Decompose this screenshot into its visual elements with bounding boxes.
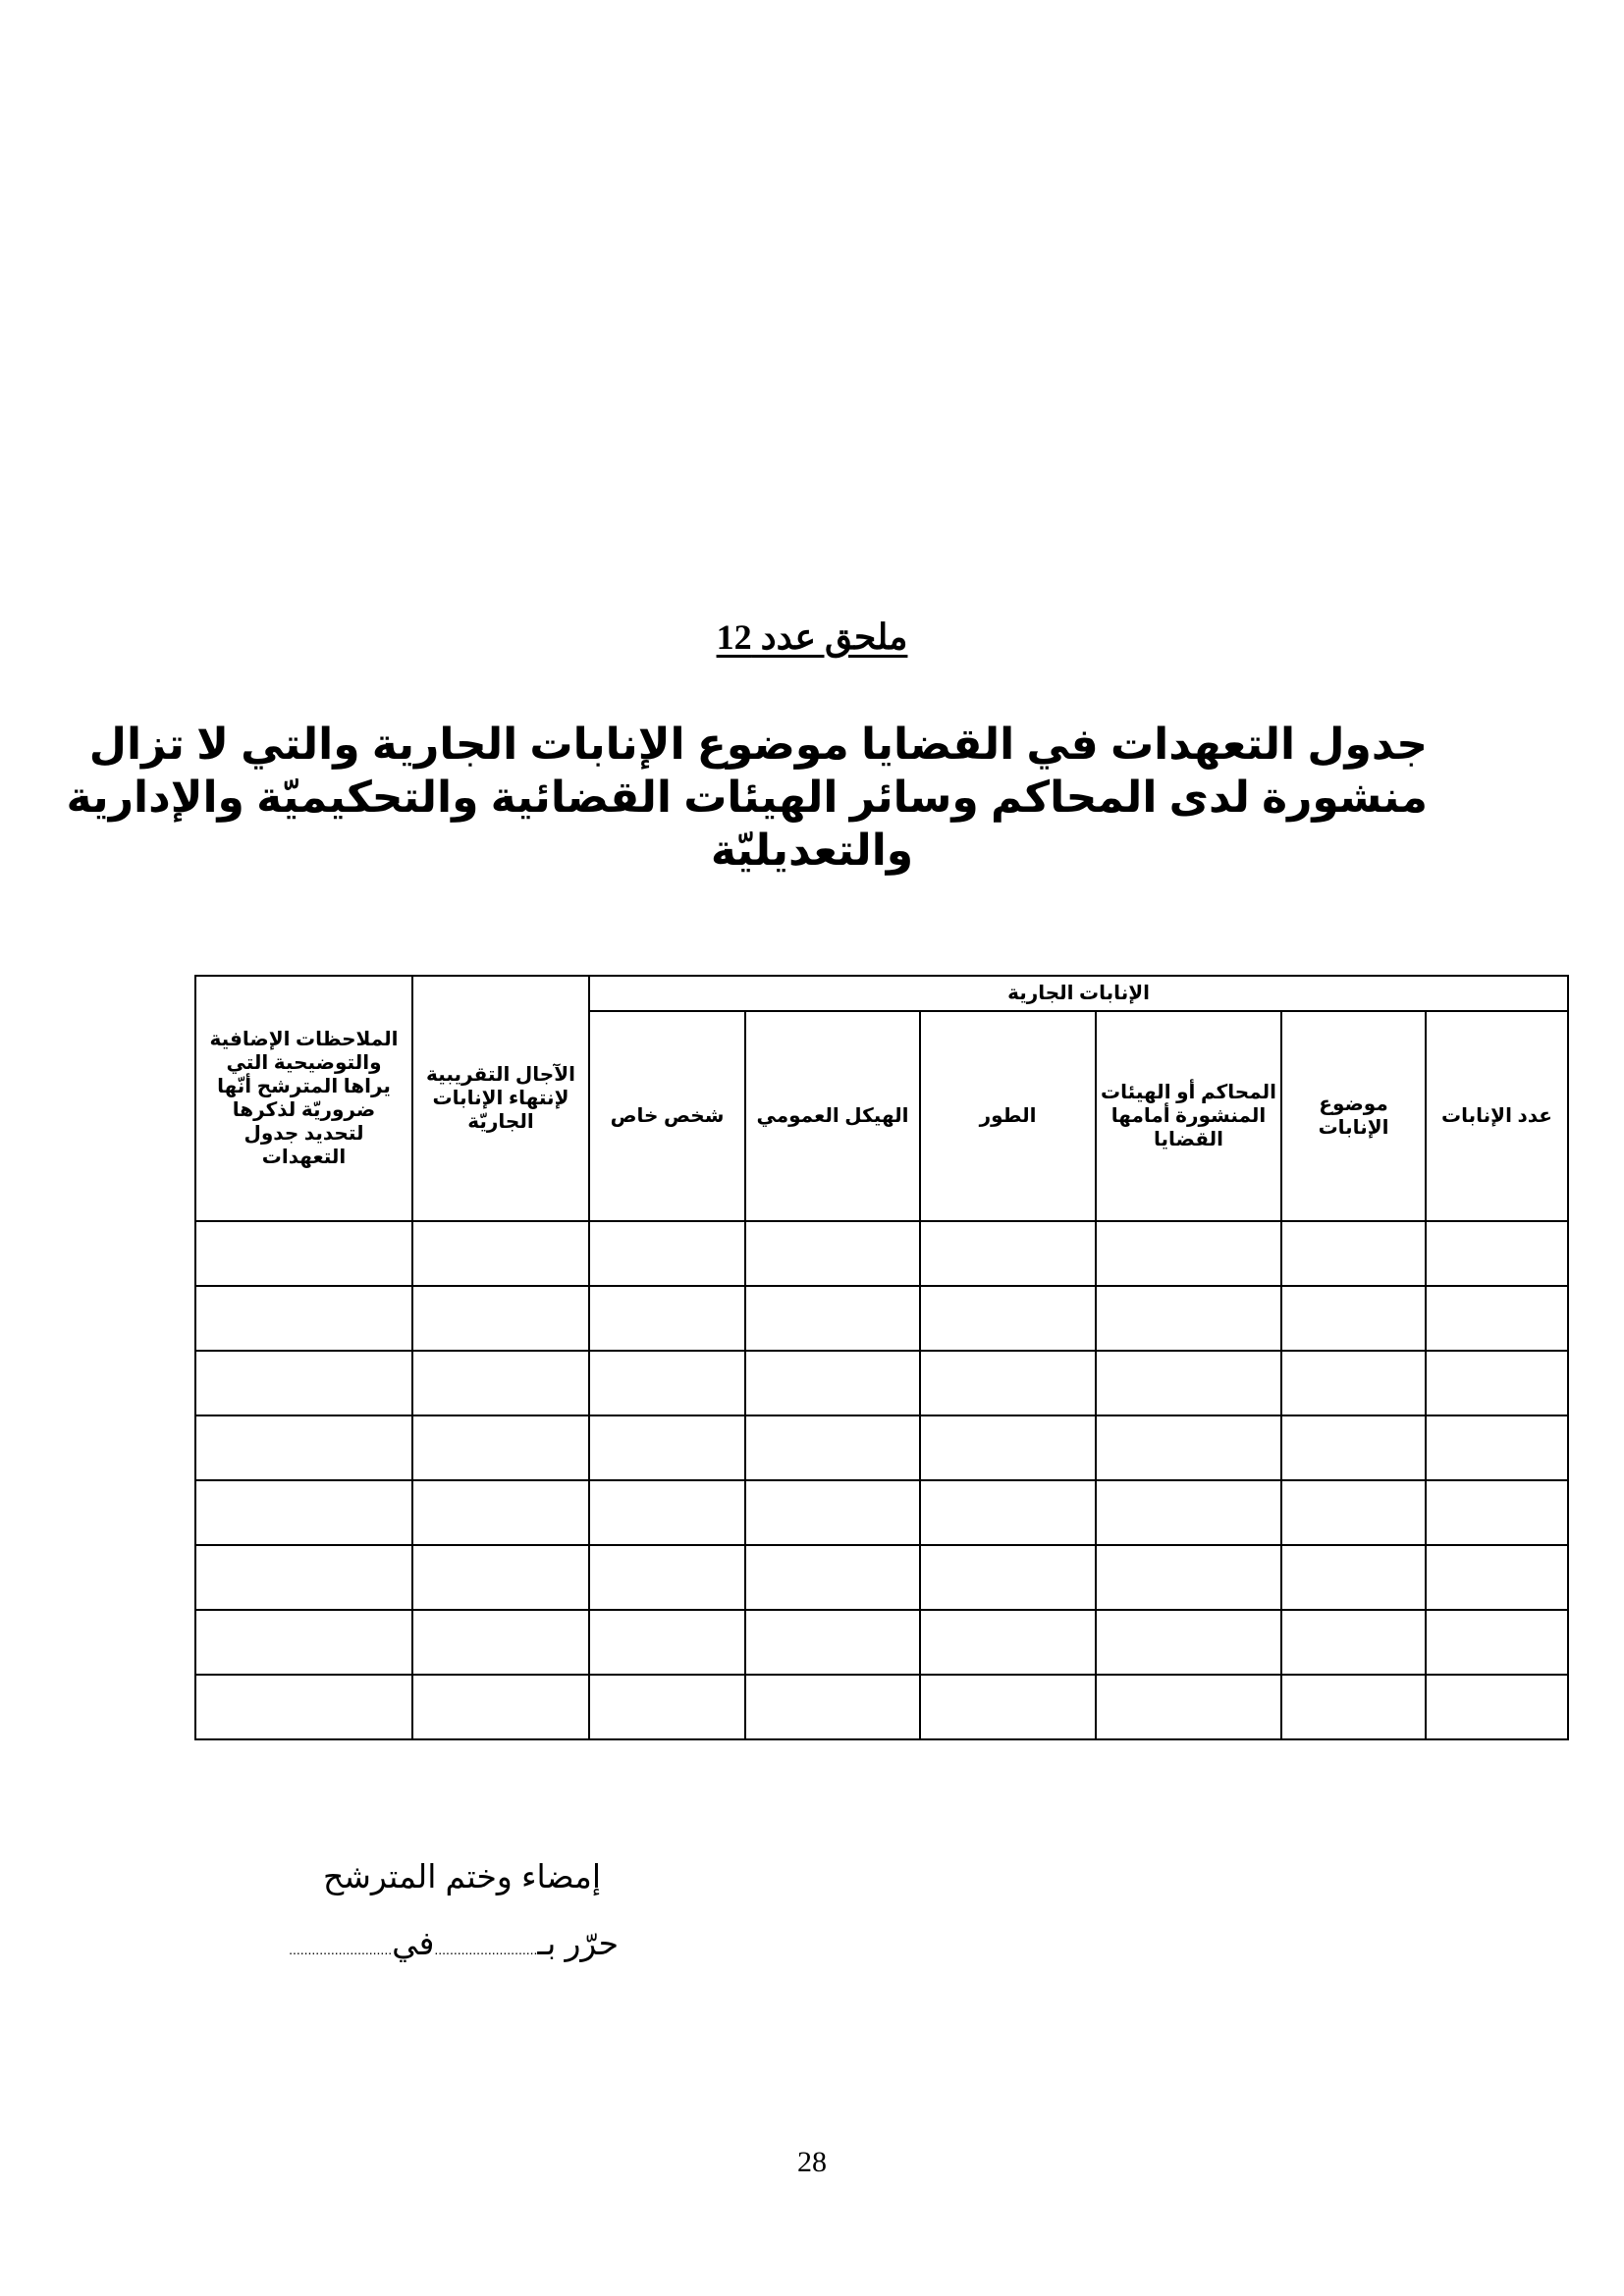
table-body <box>195 1221 1568 1739</box>
table-row <box>195 1286 1568 1351</box>
heading-line-3: والتعديليّة <box>710 827 914 875</box>
date-prefix: في <box>392 1925 435 1961</box>
table-cell[interactable] <box>195 1286 412 1351</box>
table-cell[interactable] <box>1426 1286 1568 1351</box>
table-cell[interactable] <box>1096 1675 1281 1739</box>
place-blank: ........................... <box>434 1942 538 1957</box>
place-prefix: حرّر بـ <box>537 1925 619 1961</box>
table-cell[interactable] <box>412 1221 589 1286</box>
table-cell[interactable] <box>1281 1610 1426 1675</box>
table-cell[interactable] <box>1281 1415 1426 1480</box>
heading-line-2: منشورة لدى المحاكم وسائر الهيئات القضائية والتحكيميّة والإدارية <box>66 774 1428 822</box>
table-cell[interactable] <box>412 1480 589 1545</box>
table-row <box>195 1545 1568 1610</box>
table-cell[interactable] <box>1281 1480 1426 1545</box>
table-row <box>195 1675 1568 1739</box>
group-header-current-mandates: الإنابات الجارية <box>589 976 1568 1011</box>
signature-label: إمضاء وختم المترشح <box>322 1858 601 1895</box>
signature-block <box>226 1857 619 1969</box>
commitments-table <box>194 975 1569 1740</box>
table-cell[interactable] <box>1096 1351 1281 1415</box>
table-cell[interactable] <box>1281 1286 1426 1351</box>
table-cell[interactable] <box>745 1675 920 1739</box>
table-cell[interactable] <box>589 1545 745 1610</box>
table-cell[interactable] <box>412 1415 589 1480</box>
table-cell[interactable] <box>1096 1415 1281 1480</box>
table-cell[interactable] <box>920 1675 1096 1739</box>
table-cell[interactable] <box>589 1675 745 1739</box>
table-cell[interactable] <box>589 1415 745 1480</box>
table-cell[interactable] <box>1096 1286 1281 1351</box>
page-number: 28 <box>797 2146 827 2178</box>
column-header-count: عدد الإنابات <box>1426 1011 1568 1221</box>
table-cell[interactable] <box>195 1545 412 1610</box>
table-row <box>195 1221 1568 1286</box>
table-cell[interactable] <box>920 1480 1096 1545</box>
table-cell[interactable] <box>412 1545 589 1610</box>
annex-title-text: ملحق عدد 12 <box>716 617 908 657</box>
column-header-private-person: شخص خاص <box>589 1011 745 1221</box>
table-cell[interactable] <box>745 1286 920 1351</box>
table-cell[interactable] <box>1426 1610 1568 1675</box>
table-cell[interactable] <box>195 1480 412 1545</box>
table-cell[interactable] <box>412 1610 589 1675</box>
table-row <box>195 1415 1568 1480</box>
column-header-courts: المحاكم أو الهيئات المنشورة أمامها القضايا <box>1096 1011 1281 1221</box>
table-cell[interactable] <box>1426 1221 1568 1286</box>
document-heading <box>66 719 1428 878</box>
table-cell[interactable] <box>195 1221 412 1286</box>
table-cell[interactable] <box>589 1610 745 1675</box>
table-cell[interactable] <box>1096 1480 1281 1545</box>
date-blank: ........................... <box>289 1942 393 1957</box>
table-cell[interactable] <box>1426 1545 1568 1610</box>
table-cell[interactable] <box>745 1480 920 1545</box>
table-cell[interactable] <box>589 1480 745 1545</box>
table-cell[interactable] <box>920 1415 1096 1480</box>
table-cell[interactable] <box>920 1351 1096 1415</box>
table-cell[interactable] <box>1426 1351 1568 1415</box>
table-cell[interactable] <box>1096 1221 1281 1286</box>
table-cell[interactable] <box>745 1415 920 1480</box>
table-row <box>195 1351 1568 1415</box>
table-cell[interactable] <box>1096 1610 1281 1675</box>
table-header-group-row <box>195 976 1568 1011</box>
table-cell[interactable] <box>920 1286 1096 1351</box>
table-cell[interactable] <box>1426 1480 1568 1545</box>
place-date-line <box>226 1924 619 1969</box>
table-cell[interactable] <box>589 1221 745 1286</box>
table-cell[interactable] <box>1281 1351 1426 1415</box>
column-header-stage: الطور <box>920 1011 1096 1221</box>
table-cell[interactable] <box>920 1610 1096 1675</box>
table-cell[interactable] <box>745 1545 920 1610</box>
table-row <box>195 1480 1568 1545</box>
table-cell[interactable] <box>195 1675 412 1739</box>
column-header-public-body: الهيكل العمومي <box>745 1011 920 1221</box>
table-cell[interactable] <box>412 1286 589 1351</box>
table-cell[interactable] <box>1281 1675 1426 1739</box>
column-header-remarks: الملاحظات الإضافية والتوضيحية التي يراها المترشح أنّها ضروريّة لذكرها لتحديد جدول التعهدات <box>195 976 412 1221</box>
table-cell[interactable] <box>920 1221 1096 1286</box>
table-cell[interactable] <box>195 1351 412 1415</box>
table-cell[interactable] <box>195 1610 412 1675</box>
table-cell[interactable] <box>412 1351 589 1415</box>
table-cell[interactable] <box>920 1545 1096 1610</box>
annex-title <box>0 616 1624 658</box>
table-cell[interactable] <box>745 1221 920 1286</box>
column-header-deadlines: الآجال التقريبية لإنتهاء الإنابات الجاريّة <box>412 976 589 1221</box>
table-cell[interactable] <box>589 1351 745 1415</box>
table-cell[interactable] <box>745 1610 920 1675</box>
table-cell[interactable] <box>1426 1675 1568 1739</box>
table-cell[interactable] <box>745 1351 920 1415</box>
table-cell[interactable] <box>1281 1545 1426 1610</box>
table-cell[interactable] <box>1281 1221 1426 1286</box>
table-cell[interactable] <box>412 1675 589 1739</box>
table-cell[interactable] <box>1096 1545 1281 1610</box>
table-cell[interactable] <box>195 1415 412 1480</box>
table-cell[interactable] <box>589 1286 745 1351</box>
heading-line-1: جدول التعهدات في القضايا موضوع الإنابات الجارية والتي لا تزال <box>88 721 1428 769</box>
column-header-subject: موضوع الإنابات <box>1281 1011 1426 1221</box>
table-cell[interactable] <box>1426 1415 1568 1480</box>
table-row <box>195 1610 1568 1675</box>
